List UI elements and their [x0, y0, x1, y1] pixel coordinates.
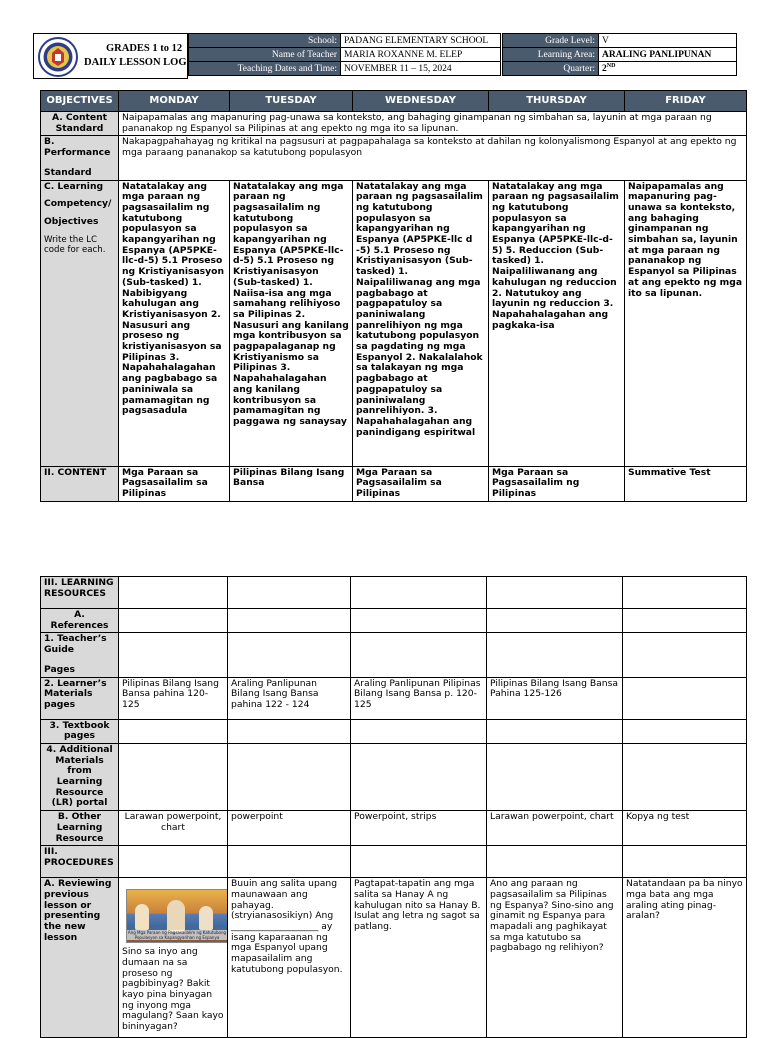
objectives-table — [40, 90, 747, 502]
content-tuesday: Pilipinas Bilang Isang Bansa — [230, 466, 353, 501]
competency-label-1: C. Learning — [44, 180, 104, 192]
area-label: Learning Area: — [503, 48, 599, 62]
col-objectives: OBJECTIVES — [41, 91, 119, 112]
header-info-left — [188, 33, 501, 76]
quarter-suffix: ND — [606, 62, 616, 69]
content-wednesday: Mga Paraan sa Pagsasailalim sa Pilipinas — [353, 466, 489, 501]
quarter-value: 2ND — [599, 62, 737, 76]
content-row — [41, 466, 747, 501]
review-monday — [119, 878, 228, 1038]
resources-label: III. LEARNING RESOURCES — [41, 577, 119, 609]
learners-materials-row — [41, 677, 747, 719]
references-label: A. References — [41, 609, 119, 633]
performance-standard-row — [41, 136, 747, 180]
competency-label — [41, 180, 119, 466]
review-friday: Natatandaan pa ba ninyo mga bata ang mga araling ating pinag-aralan? — [623, 878, 747, 1038]
tg-label-1: 1. Teacher’s Guide — [44, 633, 107, 656]
lm-wednesday: Araling Panlipunan Pilipinas Bilang Isang Bansa p. 120-125 — [351, 677, 487, 719]
textbook-row — [41, 719, 747, 743]
other-tuesday: powerpoint — [228, 811, 351, 846]
competency-friday: Naipapamalas ang mapanuring pag-unawa sa konteksto, ang bahaging ginampanan ng simbahan sa, layunin at mga paraan ng pananakop ng Espanyol sa Pilipinas at ang epekto ng mga ito sa lipunan. — [625, 180, 747, 466]
additional-materials-row — [41, 743, 747, 810]
content-standard-row — [41, 112, 747, 136]
review-label: A. Reviewing previous lesson or presenting the new lesson — [41, 878, 119, 1038]
other-monday: Larawan powerpoint, chart — [119, 811, 228, 846]
quarter-label: Quarter: — [503, 62, 599, 76]
col-monday: MONDAY — [119, 91, 230, 112]
other-wednesday: Powerpoint, strips — [351, 811, 487, 846]
references-row — [41, 609, 747, 633]
competency-tuesday: Natatalakay ang mga paraan ng pagsasailalim ng katutubong populasyon sa kapangyarihan ng Espanya (AP5PKE-llc-d-5) 5.1 Proseso ng Kristiyanisasyon (Sub-tasked) 1. Naiisa-isa ang mga samahang relihiyoso sa Pilipinas 2. Nasusuri ang kanilang mga kontribusyon sa pagpapalaganap ng Kristiyanismo sa Pilipinas 3. Napahahalagahan ang kanilang kontribusyon sa pamamagitan ng paggawa ng sanaysay — [230, 180, 353, 466]
learners-materials-label: 2. Learner’s Materials pages — [41, 677, 119, 719]
form-title-line-2: DAILY LESSON LOG — [84, 57, 187, 68]
competency-thursday: Natatalakay ang mga paraan ng pagsasailalim ng katutubong populasyon sa kapangyarihan ng Espanya (AP5PKE-llc-d-5) 5. Reduccion (Sub-tasked) 1. Naipaliliwanang ang kahulugan ng reduccion 2. Natutukoy ang layunin ng reduccion 3. Napahahalagahan ang pagkaka-isa — [489, 180, 625, 466]
col-thursday: THURSDAY — [489, 91, 625, 112]
teacher-label: Name of Teacher — [189, 48, 341, 62]
school-value: PADANG ELEMENTARY SCHOOL — [341, 34, 501, 48]
teacher-value: MARIA ROXANNE M. ELEP — [341, 48, 501, 62]
competency-wednesday: Natatalakay ang mga paraan ng pagsasailalim ng katutubong populasyon sa kapangyarihan ng Espanya (AP5PKE-llc d -5) 5.1 Proseso ng Kristiyanisasyon (Sub-tasked) 1. Naipaliliwanag ang mga pagbabago at pagpapatuloy sa paniniwalang panrelihiyon ng mga katutubong populasyon sa pagdating ng mga Espanyol 2. Nakalalahok sa talakayan ng mga pagbabago at pagpapatuloy sa paniniwalang panrelihiyon. 3. Napahahalagahan ang panindigang espiritwal — [353, 180, 489, 466]
additional-materials-label: 4. Additional Materials from Learning Resource (LR) portal — [41, 743, 119, 810]
header-logo-box — [33, 33, 188, 79]
resources-procedures-table — [40, 576, 747, 1038]
textbook-label: 3. Textbook pages — [41, 719, 119, 743]
other-friday: Kopya ng test — [623, 811, 747, 846]
content-label: II. CONTENT — [41, 466, 119, 501]
review-wednesday: Pagtapat-tapatin ang mga salita sa Hanay A ng kahulugan nito sa Hanay B. Isulat ang letra ng sagot sa patlang. — [351, 878, 487, 1038]
picture-caption: Ang Mga Paraan ng Pagsasailalim ng Katutubong Populasyon sa Kapangyarihan ng Espanya — [127, 930, 227, 941]
performance-label-2: Standard — [44, 166, 92, 178]
performance-label-1: B. Performance — [44, 136, 111, 159]
content-standard-text: Naipapamalas ang mapanuring pag-unawa sa konteksto, ang bahaging ginampanan ng simbahan sa, layunin at mga paraan ng pananakop ng Espanyol sa Pilipinas at ang epekto ng mga ito sa lipunan. — [119, 112, 747, 136]
competency-label-3: Objectives — [44, 215, 99, 227]
review-tuesday — [228, 878, 351, 1038]
lm-thursday: Pilipinas Bilang Isang Bansa Pahina 125-126 — [487, 677, 623, 719]
review-tuesday-text-2: isang kaparaanan ng mga Espanyol upang mapasailalim ang katutubong populasyon. — [231, 931, 343, 975]
performance-standard-text: Nakapagpahahayag ng kritikal na pagsusuri at pagpapahalaga sa konteksto at dahilan ng kolonyalismong Espanyol at ang epekto ng mga paraang pananakop sa katutubong populasyon — [119, 136, 747, 180]
competency-note: Write the LC code for each. — [44, 234, 106, 256]
lm-monday: Pilipinas Bilang Isang Bansa pahina 120-125 — [119, 677, 228, 719]
lm-tuesday: Araling Panlipunan Bilang Isang Bansa pahina 122 - 124 — [228, 677, 351, 719]
dates-label: Teaching Dates and Time: — [189, 62, 341, 76]
other-thursday: Larawan powerpoint, chart — [487, 811, 623, 846]
deped-seal-icon — [38, 37, 78, 77]
grade-label: Grade Level: — [503, 34, 599, 48]
area-value: ARALING PANLIPUNAN — [599, 48, 737, 62]
content-monday: Mga Paraan sa Pagsasailalim sa Pilipinas — [119, 466, 230, 501]
teachers-guide-label — [41, 633, 119, 677]
review-monday-text: Sino sa inyo ang dumaan na sa proseso ng pagbibinyag? Bakit kayo pina binyagan ng inyong mga magulang? Saan kayo bininyagan? — [122, 946, 224, 1033]
performance-standard-label — [41, 136, 119, 180]
procedures-label: III. PROCEDURES — [41, 846, 119, 878]
review-tuesday-text-1: Buuin ang salita upang maunawaan ang pahayag. (stryianasosikiyn) Ang — [231, 878, 338, 922]
teachers-guide-row — [41, 633, 747, 677]
col-tuesday: TUESDAY — [230, 91, 353, 112]
other-resources-label: B. Other Learning Resource — [41, 811, 119, 846]
tg-label-2: Pages — [44, 663, 75, 675]
grade-value: V — [599, 34, 737, 48]
table-header-row — [41, 91, 747, 112]
review-tuesday-blank: ___________________ ay — [231, 921, 333, 933]
header-info-right — [502, 33, 737, 76]
dates-value: NOVEMBER 11 – 15, 2024 — [341, 62, 501, 76]
review-thursday: Ano ang paraan ng pagsasailalim sa Pilipinas ng Espanya? Sino-sino ang ginamit ng Espanya para mapadali ang paghikayat sa mga katutubo sa pagbabago ng relihiyon? — [487, 878, 623, 1038]
competency-label-2: Competency/ — [44, 198, 112, 210]
competency-monday: Natatalakay ang mga paraan ng pagsasailalim ng katutubong populasyon sa kapangyarihan ng Espanya (AP5PKE-llc-d-5) 5.1 Proseso ng Kristiyanisasyon (Sub-tasked) 1. Nabibigyang kahulugan ang Kristiyanisasyon 2. Nasusuri ang proseso ng kristiyanisasyon sa Pilipinas 3. Napahahalagahan ang pagbabago sa paniniwala sa pamamagitan ng pagsasadula — [119, 180, 230, 466]
content-friday: Summative Test — [625, 466, 747, 501]
school-label: School: — [189, 34, 341, 48]
other-resources-row — [41, 811, 747, 846]
content-thursday: Mga Paraan sa Pagsasailalim ng Pilipinas — [489, 466, 625, 501]
competency-row — [41, 180, 747, 466]
lesson-picture — [126, 889, 228, 943]
procedures-row — [41, 846, 747, 878]
col-wednesday: WEDNESDAY — [353, 91, 489, 112]
review-row — [41, 878, 747, 1038]
content-standard-label: A. Content Standard — [41, 112, 119, 136]
resources-row — [41, 577, 747, 609]
col-friday: FRIDAY — [625, 91, 747, 112]
form-title-line-1: GRADES 1 to 12 — [106, 43, 183, 54]
